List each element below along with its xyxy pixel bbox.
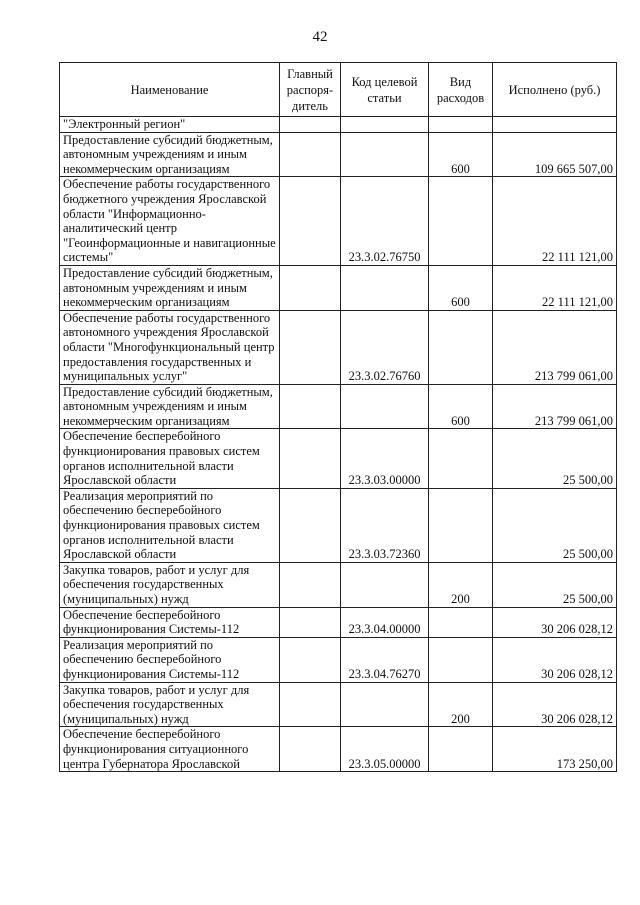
table-row (60, 727, 617, 772)
budget-table (59, 62, 617, 772)
row-kind (429, 488, 493, 562)
row-amount: 213 799 061,00 (493, 310, 617, 384)
row-amount: 25 500,00 (493, 488, 617, 562)
header-kind: Вид расходов (429, 63, 493, 117)
page-number: 42 (312, 29, 328, 45)
row-code: 23.3.02.76750 (341, 177, 429, 266)
row-admin (280, 310, 341, 384)
table-row (60, 310, 617, 384)
row-amount: 22 111 121,00 (493, 265, 617, 310)
row-admin (280, 429, 341, 488)
row-amount (493, 117, 617, 133)
table-row (60, 562, 617, 607)
row-code (341, 384, 429, 429)
row-code: 23.3.03.72360 (341, 488, 429, 562)
header-admin: Главный распоря- дитель (280, 63, 341, 117)
row-name: Предоставление субсидий бюджетным, автономным учреждениям и иным некоммерческим организациям (60, 265, 280, 310)
row-kind (429, 429, 493, 488)
row-name: Закупка товаров, работ и услуг для обеспечения государственных (муниципальных) нужд (60, 562, 280, 607)
row-admin (280, 682, 341, 727)
row-kind: 200 (429, 682, 493, 727)
row-admin (280, 384, 341, 429)
row-kind: 600 (429, 384, 493, 429)
row-code: 23.3.04.76270 (341, 637, 429, 682)
table-row (60, 384, 617, 429)
row-kind (429, 637, 493, 682)
row-name: Обеспечение бесперебойного функционирования ситуационного центра Губернатора Ярославской (60, 727, 280, 772)
row-code (341, 682, 429, 727)
row-amount: 25 500,00 (493, 429, 617, 488)
table-row (60, 265, 617, 310)
row-code: 23.3.05.00000 (341, 727, 429, 772)
table-row (60, 429, 617, 488)
row-amount: 109 665 507,00 (493, 132, 617, 177)
row-code (341, 265, 429, 310)
row-code (341, 132, 429, 177)
row-name: Предоставление субсидий бюджетным, автономным учреждениям и иным некоммерческим организациям (60, 384, 280, 429)
row-admin (280, 117, 341, 133)
row-admin (280, 607, 341, 637)
row-kind (429, 607, 493, 637)
row-code: 23.3.03.00000 (341, 429, 429, 488)
row-admin (280, 132, 341, 177)
row-name: Предоставление субсидий бюджетным, автономным учреждениям и иным некоммерческим организациям (60, 132, 280, 177)
table-row (60, 607, 617, 637)
table-row (60, 177, 617, 266)
row-name: Реализация мероприятий по обеспечению бесперебойного функционирования Системы-112 (60, 637, 280, 682)
row-admin (280, 177, 341, 266)
row-kind (429, 310, 493, 384)
table-row (60, 488, 617, 562)
row-kind: 200 (429, 562, 493, 607)
row-kind: 600 (429, 132, 493, 177)
row-kind (429, 177, 493, 266)
table-body (60, 117, 617, 772)
row-code: 23.3.02.76760 (341, 310, 429, 384)
table-row (60, 117, 617, 133)
row-admin (280, 637, 341, 682)
row-admin (280, 562, 341, 607)
header-code: Код целевой статьи (341, 63, 429, 117)
row-name: Обеспечение работы государственного автономного учреждения Ярославской области "Многофункциональный центр предоставления государственных и муниципальных услуг" (60, 310, 280, 384)
table-row (60, 132, 617, 177)
header-amount: Исполнено (руб.) (493, 63, 617, 117)
row-name: Реализация мероприятий по обеспечению бесперебойного функционирования правовых систем органов исполнительной власти Ярославской области (60, 488, 280, 562)
row-amount: 213 799 061,00 (493, 384, 617, 429)
table-row (60, 637, 617, 682)
row-code (341, 562, 429, 607)
row-admin (280, 727, 341, 772)
row-name: Обеспечение бесперебойного функционирования Системы-112 (60, 607, 280, 637)
row-amount: 173 250,00 (493, 727, 617, 772)
row-kind (429, 117, 493, 133)
header-name: Наименование (60, 63, 280, 117)
row-admin (280, 265, 341, 310)
row-amount: 30 206 028,12 (493, 682, 617, 727)
table-header-row (60, 63, 617, 117)
row-kind: 600 (429, 265, 493, 310)
row-name: Закупка товаров, работ и услуг для обеспечения государственных (муниципальных) нужд (60, 682, 280, 727)
row-kind (429, 727, 493, 772)
row-amount: 25 500,00 (493, 562, 617, 607)
row-code: 23.3.04.00000 (341, 607, 429, 637)
row-name: "Электронный регион" (60, 117, 280, 133)
row-code (341, 117, 429, 133)
row-amount: 22 111 121,00 (493, 177, 617, 266)
row-name: Обеспечение бесперебойного функционирования правовых систем органов исполнительной власти Ярославской области (60, 429, 280, 488)
row-amount: 30 206 028,12 (493, 607, 617, 637)
table-row (60, 682, 617, 727)
row-name: Обеспечение работы государственного бюджетного учреждения Ярославской области "Информационно-аналитический центр "Геоинформационные и навигационные системы" (60, 177, 280, 266)
row-admin (280, 488, 341, 562)
row-amount: 30 206 028,12 (493, 637, 617, 682)
